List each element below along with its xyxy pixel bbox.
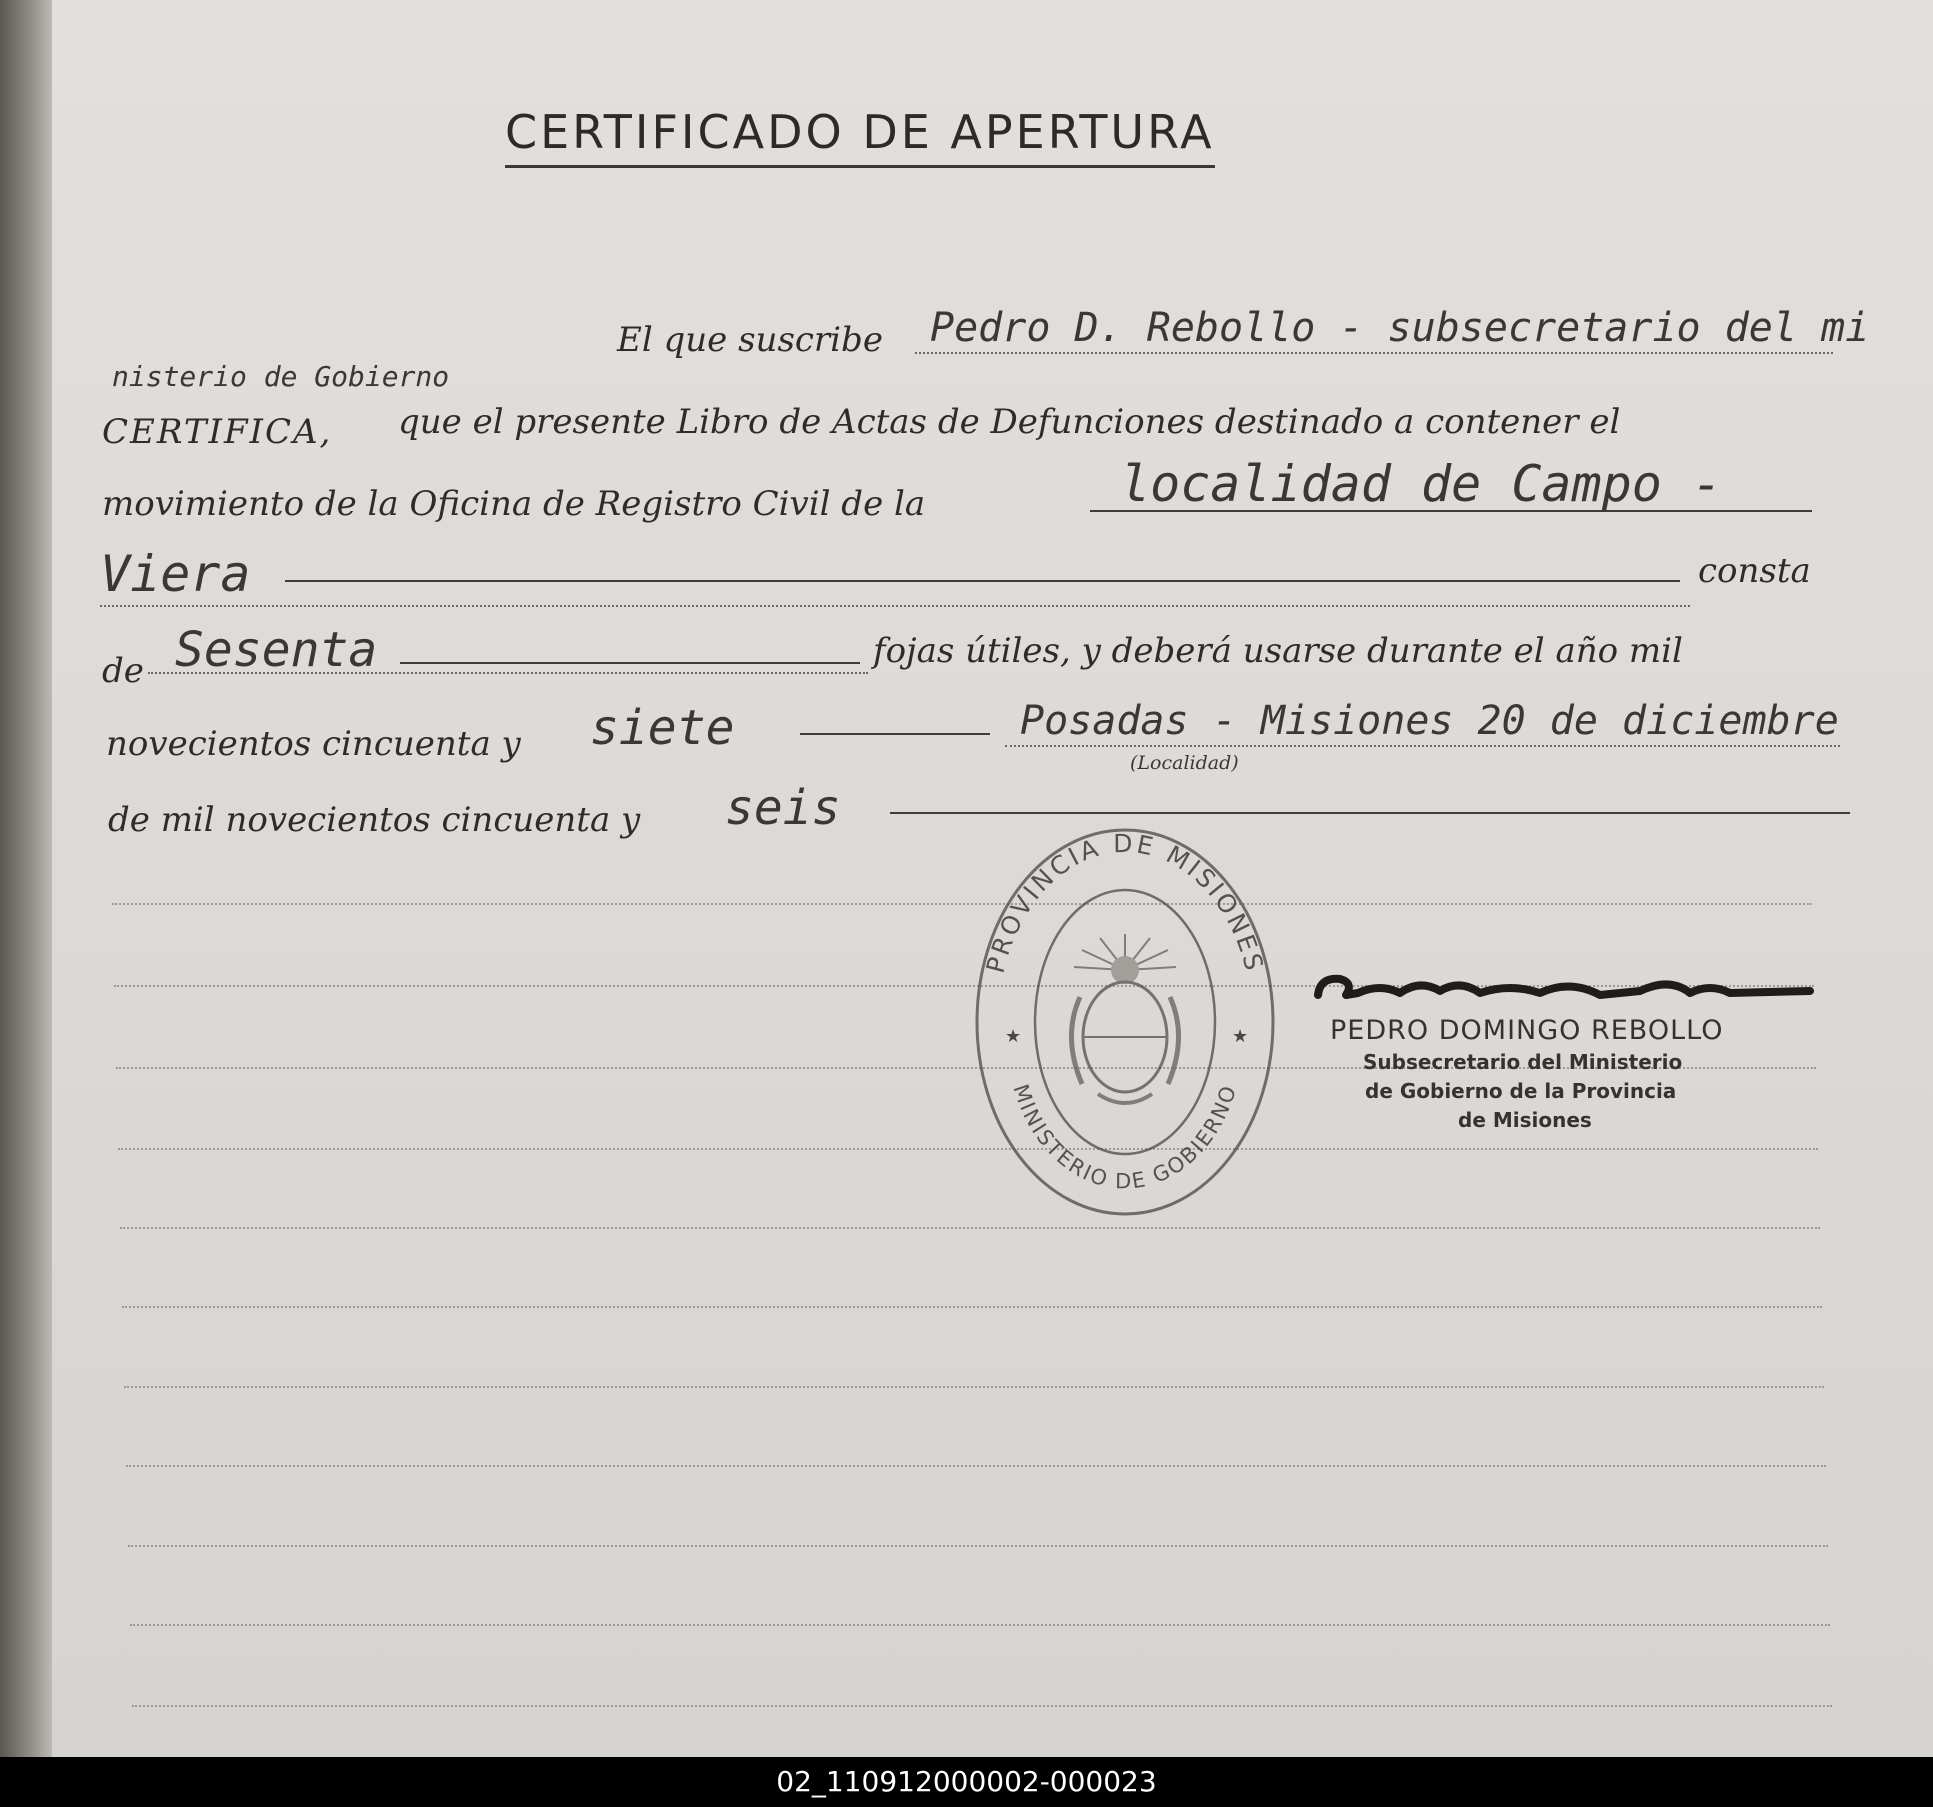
ministry-seal bbox=[970, 822, 1280, 1222]
certificate-text-line-6: novecientos cincuenta y bbox=[106, 724, 521, 764]
year2-fill-line bbox=[890, 812, 1850, 814]
document-title: CERTIFICADO DE APERTURA bbox=[505, 105, 1215, 168]
ruled-line bbox=[130, 1624, 1830, 1626]
locality-continuation-line bbox=[285, 580, 1680, 582]
seal-bottom-text: MINISTERIO DE GOBIERNO bbox=[1008, 1081, 1242, 1194]
handwritten-locality-continuation: Viera bbox=[100, 545, 251, 603]
consta-label: consta bbox=[1698, 551, 1811, 591]
signer-name: PEDRO DOMINGO REBOLLO bbox=[1330, 1015, 1724, 1046]
handwritten-place-date: Posadas - Misiones 20 de diciembre bbox=[1020, 698, 1839, 744]
ruled-line bbox=[128, 1545, 1828, 1547]
image-id-caption: 02_110912000002-000023 bbox=[0, 1757, 1933, 1807]
signer-fill-line bbox=[915, 352, 1833, 354]
svg-text:MINISTERIO DE GOBIERNO bbox=[1008, 1081, 1241, 1193]
certificate-text-line-7: de mil novecientos cincuenta y bbox=[108, 800, 641, 840]
ruled-line bbox=[122, 1306, 1822, 1308]
coat-of-arms-icon bbox=[1071, 934, 1178, 1103]
handwritten-signer-continuation: nisterio de Gobierno bbox=[112, 360, 450, 393]
certificate-text-line-5: fojas útiles, y deberá usarse durante el año mil bbox=[873, 631, 1683, 671]
certificate-text-line-2: que el presente Libro de Actas de Defunciones destinado a contener el bbox=[398, 402, 1621, 442]
seal-star-left-icon: ★ bbox=[1005, 1026, 1022, 1047]
signer-title-line-1: Subsecretario del Ministerio bbox=[1363, 1050, 1683, 1074]
ruled-line bbox=[120, 1227, 1820, 1229]
ruled-line bbox=[118, 1148, 1818, 1150]
locality-continuation-dots bbox=[100, 605, 1690, 607]
handwritten-year-word-2: seis bbox=[725, 780, 841, 836]
handwritten-signature bbox=[1310, 965, 1820, 1010]
ruled-line bbox=[132, 1705, 1832, 1707]
handwritten-pages: Sesenta bbox=[175, 622, 378, 678]
place-fill-dots bbox=[1005, 745, 1840, 747]
de-label: de bbox=[102, 651, 144, 691]
pages-fill-line bbox=[400, 662, 860, 664]
certifica-label: CERTIFICA, bbox=[102, 412, 333, 452]
signer-title-line-2: de Gobierno de la Provincia bbox=[1365, 1079, 1677, 1103]
certificate-text-line-3: movimiento de la Oficina de Registro Civil de la bbox=[102, 484, 926, 524]
handwritten-signer: Pedro D. Rebollo - subsecretario del mi bbox=[930, 305, 1870, 351]
handwritten-locality: localidad de Campo - bbox=[1120, 455, 1723, 513]
signer-title-line-3: de Misiones bbox=[1458, 1108, 1592, 1132]
seal-star-right-icon: ★ bbox=[1232, 1026, 1249, 1047]
ruled-line bbox=[126, 1465, 1826, 1467]
year-fill-line bbox=[800, 733, 990, 735]
ruled-line bbox=[112, 903, 1812, 905]
ruled-line bbox=[124, 1386, 1824, 1388]
localidad-label: (Localidad) bbox=[1130, 752, 1239, 774]
suscribe-label: El que suscribe bbox=[617, 320, 883, 360]
seal-top-text: PROVINCIA DE MISIONES bbox=[980, 828, 1270, 977]
book-spine bbox=[0, 0, 52, 1757]
handwritten-year-word: siete bbox=[590, 700, 735, 756]
